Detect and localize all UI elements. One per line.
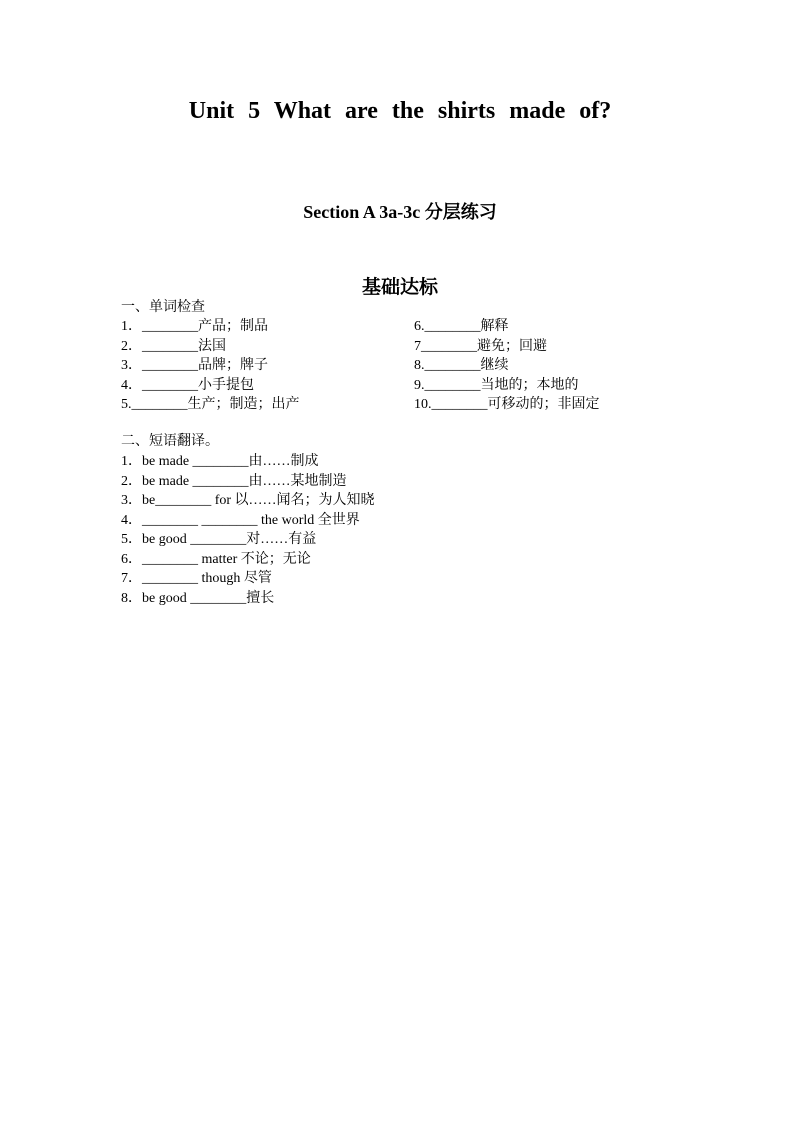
vocab-item: 3．________品牌；牌子 (121, 358, 268, 373)
phrase-item: 7．________ though 尽管 (121, 571, 272, 586)
vocab-item: 9.________当地的；本地的 (414, 377, 579, 393)
vocab-item: 6.________解释 (414, 319, 509, 334)
vocab-item: 7________避免；回避 (414, 338, 547, 354)
phrase-item: 1．be made ________由……制成 (121, 454, 319, 469)
vocab-list-right (414, 317, 694, 415)
vocab-section-heading: 一、单词检查 (121, 300, 205, 315)
vocab-item: 2．________法国 (121, 338, 226, 354)
level-heading: 基础达标 (361, 276, 438, 298)
section-subtitle: Section A 3a-3c 分层练习 (303, 202, 497, 222)
phrase-item: 3．be________ for 以……闻名；为人知晓 (121, 493, 375, 508)
phrase-item: 5．be good ________对……有益 (121, 532, 317, 547)
vocab-item: 5.________生产；制造；出产 (121, 397, 300, 412)
phrase-section-heading: 二、短语翻译。 (121, 434, 219, 449)
vocab-item: 10.________可移动的；非固定 (414, 397, 600, 412)
phrase-item: 2．be made ________由……某地制造 (121, 473, 347, 489)
vocab-item: 4．________小手提包 (121, 377, 254, 393)
phrase-list (121, 452, 387, 608)
phrase-item: 6．________ matter 不论；无论 (121, 551, 311, 567)
phrase-item: 4．________ ________ the world 全世界 (121, 512, 360, 528)
vocab-item: 1．________产品；制品 (121, 319, 268, 334)
vocab-item: 8.________继续 (414, 358, 509, 373)
phrase-item: 8．be good ________擅长 (121, 590, 275, 606)
document-title: Unit 5 What are the shirts made of? (188, 98, 612, 124)
vocab-list-left (121, 317, 401, 415)
